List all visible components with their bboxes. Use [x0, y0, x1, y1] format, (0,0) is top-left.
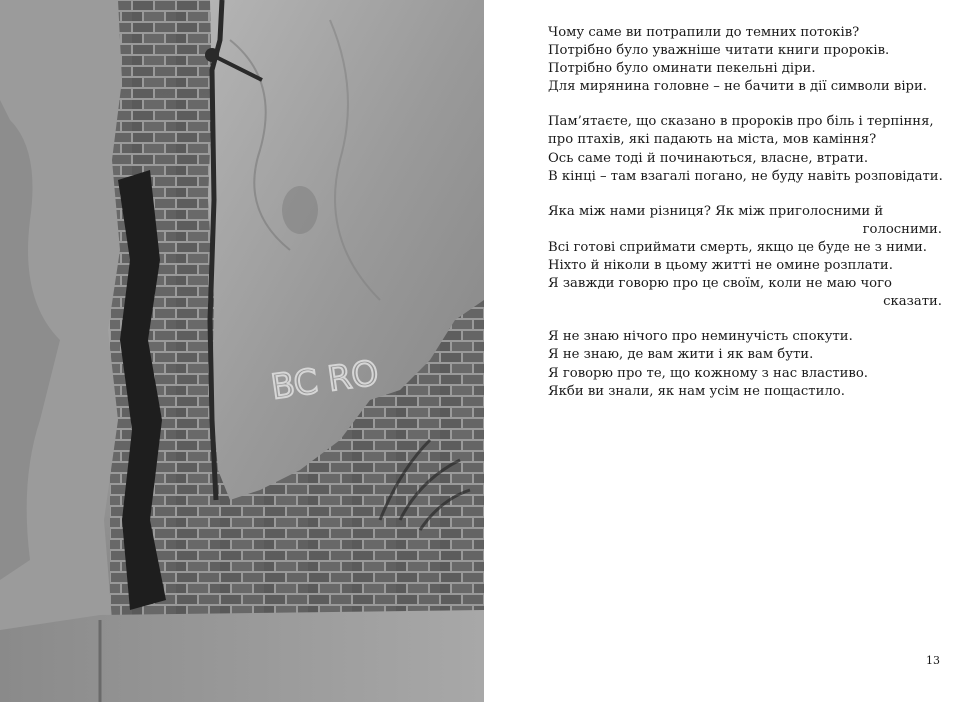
poem-stanza	[548, 203, 942, 312]
bottom-plaster	[0, 610, 484, 702]
poem-stanza	[548, 24, 942, 96]
poem-line: Я говорю про те, що кожному з нас властиво.	[548, 365, 868, 381]
poem-stanza	[548, 328, 942, 400]
poem-line: Для мирянина головне – не бачити в дії символи віри.	[548, 79, 927, 95]
poem-line: Я не знаю, де вам жити і як вам бути.	[548, 347, 814, 363]
poem-line: Я завжди говорю про це своїм, коли не маю чого	[548, 276, 892, 292]
page-number: 13	[926, 654, 940, 667]
poem-line: Якби ви знали, як нам усім не пощастило.	[548, 383, 845, 399]
poem-line: Ніхто й ніколи в цьому житті не омине розплати.	[548, 258, 893, 274]
poem-line: Яка між нами різниця? Як між приголосними й	[548, 203, 884, 219]
poem-stanza	[548, 113, 942, 185]
poem-line: сказати.	[883, 294, 942, 310]
poem-line: Всі готові сприймати смерть, якщо це буде не з ними.	[548, 239, 927, 255]
poem-line: Потрібно було уважніше читати книги пророків.	[548, 43, 890, 59]
poem-line: В кінці – там взагалі погано, не буду навіть розповідати.	[548, 168, 943, 184]
wall-photograph-drawing	[0, 0, 484, 702]
wall-photograph	[0, 0, 484, 702]
poem-line: Потрібно було оминати пекельні діри.	[548, 61, 816, 77]
poem-line: голосними.	[862, 221, 942, 237]
poem-line: Ось саме тоді й починаються, власне, втрати.	[548, 150, 869, 166]
poem-page	[548, 24, 942, 418]
poem-line: Я не знаю нічого про неминучість спокути.	[548, 329, 853, 345]
graffiti: BC RO	[268, 353, 381, 408]
poem-line: Пам’ятаєте, що сказано в пророків про біль і терпіння,	[548, 114, 934, 130]
poem-line: Чому саме ви потрапили до темних потоків?	[548, 25, 860, 40]
poem-line: про птахів, які падають на міста, мов каміння?	[548, 132, 877, 148]
